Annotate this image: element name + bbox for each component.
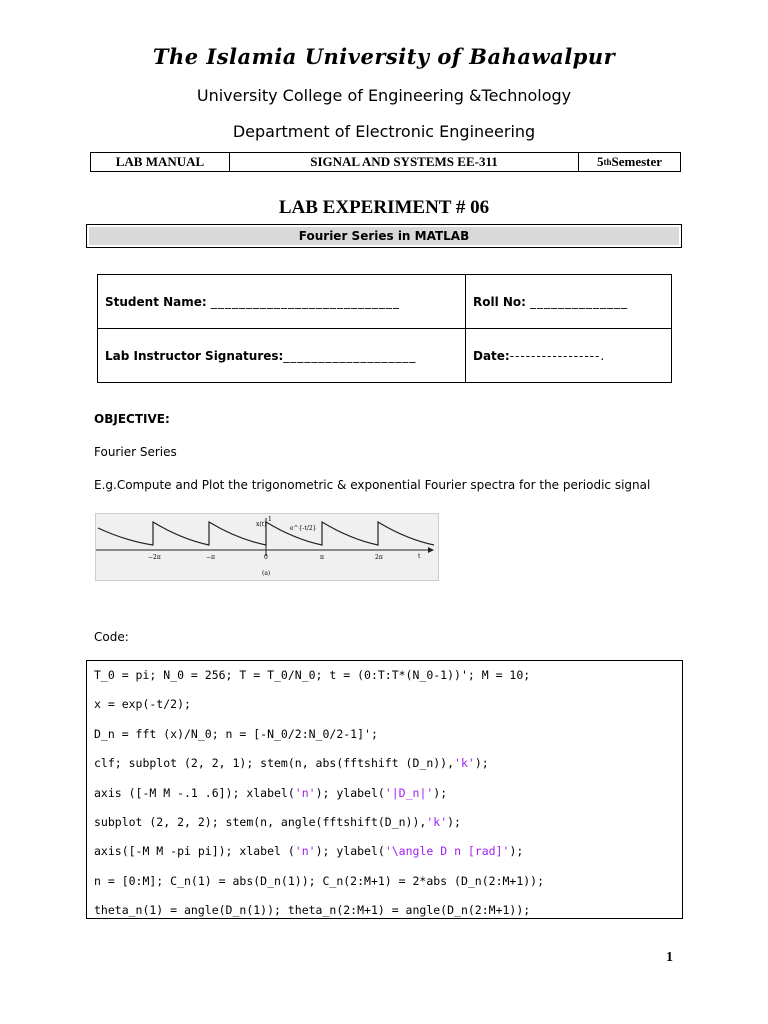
code-text: ); ylabel( — [315, 844, 385, 859]
semester-text: Semester — [611, 154, 663, 169]
tick-minus-2pi: −2π — [148, 554, 161, 561]
roll-no-blank[interactable]: ______________ — [530, 294, 629, 309]
code-lines — [94, 664, 682, 929]
time-axis-arrow — [428, 547, 434, 553]
y-axis-label: x(t) — [256, 521, 267, 528]
date-label: Date: — [473, 348, 510, 363]
student-name-label: Student Name: — [105, 294, 207, 309]
code-text: ); — [433, 785, 448, 800]
college-name: University College of Engineering &Technology — [196, 86, 572, 105]
code-text: ); — [509, 844, 524, 859]
code-text: clf; subplot (2, 2, 1); stem(n, abs(fftshift (D_n)), — [94, 756, 455, 771]
code-line — [94, 840, 682, 869]
code-line — [94, 752, 682, 781]
lab-manual-cell: LAB MANUAL — [91, 153, 230, 171]
code-line — [94, 899, 682, 928]
code-line — [94, 723, 682, 752]
tick-minus-pi: −π — [206, 554, 215, 561]
signal-plot — [96, 514, 438, 580]
code-block — [86, 660, 683, 919]
code-string-literal: 'n' — [294, 844, 316, 859]
code-text: n = [0:M]; C_n(1) = abs(D_n(1)); C_n(2:M+1) = 2*abs (D_n(2:M+1)); — [94, 873, 545, 888]
info-row-2 — [98, 328, 671, 382]
code-text: subplot (2, 2, 2); stem(n, angle(fftshift(D_n)), — [94, 814, 427, 829]
semester-cell — [579, 153, 680, 171]
objective-line-2: E.g.Compute and Plot the trigonometric & exponential Fourier spectra for the periodic signal — [94, 478, 651, 492]
curve-label: e^{-t/2} — [290, 525, 317, 532]
manual-header-table — [90, 152, 681, 172]
experiment-title: LAB EXPERIMENT # 06 — [278, 197, 490, 218]
code-string-literal: '\angle D n [rad]' — [384, 844, 510, 859]
tick-pi: π — [320, 554, 324, 561]
t-label: t — [418, 553, 421, 560]
semester-number: 5 — [596, 154, 604, 169]
semester-suffix: th — [603, 157, 612, 167]
code-text: theta_n(1) = angle(D_n(1)); theta_n(2:M+1) = angle(D_n(2:M+1)); — [94, 903, 531, 918]
student-name-cell — [98, 275, 466, 328]
code-line — [94, 811, 682, 840]
course-cell: SIGNAL AND SYSTEMS EE-311 — [230, 153, 579, 171]
student-info-table — [97, 274, 672, 383]
code-text: T_0 = pi; N_0 = 256; T = T_0/N_0; t = (0:T:T*(N_0-1))'; M = 10; — [94, 668, 531, 682]
objective-line-1: Fourier Series — [94, 445, 177, 459]
roll-no-label: Roll No: — [473, 294, 526, 309]
code-line — [94, 693, 682, 722]
periodic-signal-figure — [95, 513, 439, 581]
code-line — [94, 664, 682, 693]
code-text: ); — [447, 814, 461, 829]
objective-heading: OBJECTIVE: — [94, 412, 170, 426]
code-string-literal: 'k' — [426, 814, 448, 829]
page-number: 1 — [666, 950, 673, 965]
department-name: Department of Electronic Engineering — [232, 122, 536, 141]
code-text: D_n = fft (x)/N_0; n = [-N_0/2:N_0/2-1]'; — [94, 726, 378, 741]
tick-2pi: 2π — [375, 554, 383, 561]
code-text: x = exp(-t/2); — [94, 697, 191, 712]
info-row-1 — [98, 275, 671, 328]
code-string-literal: '|D_n|' — [384, 785, 434, 800]
code-text: ); — [474, 756, 489, 771]
code-label: Code: — [94, 630, 129, 644]
code-text: ); ylabel( — [315, 785, 385, 800]
topic-bar — [86, 224, 682, 248]
figure-caption: (a) — [262, 570, 271, 577]
code-string-literal: 'k' — [454, 756, 475, 771]
instructor-label: Lab Instructor Signatures: — [105, 348, 284, 363]
topic-title: Fourier Series in MATLAB — [89, 227, 679, 245]
university-title: The Islamia University of Bahawalpur — [152, 44, 616, 69]
code-line — [94, 782, 682, 811]
date-blank[interactable]: -----------------. — [509, 348, 606, 363]
code-string-literal: 'n' — [294, 785, 316, 800]
tick-zero: 0 — [264, 554, 268, 561]
date-cell — [466, 329, 671, 382]
code-text: axis ([-M M -.1 .6]); xlabel( — [94, 785, 295, 800]
instructor-blank[interactable]: ___________________ — [283, 348, 417, 363]
code-text: axis([-M M -pi pi]); xlabel ( — [94, 844, 295, 859]
student-name-blank[interactable]: ___________________________ — [210, 294, 400, 309]
instructor-cell — [98, 329, 466, 382]
peak-label: 1 — [268, 516, 272, 523]
roll-no-cell — [466, 275, 671, 328]
code-line — [94, 870, 682, 899]
